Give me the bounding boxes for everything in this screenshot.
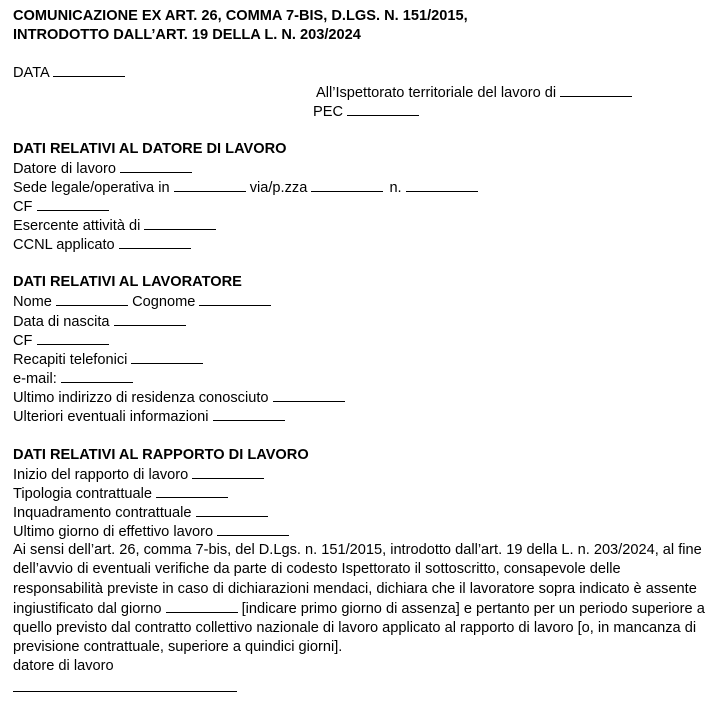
inquadramento-label: Inquadramento contrattuale xyxy=(13,505,192,521)
recapiti-label: Recapiti telefonici xyxy=(13,352,128,368)
field-tipologia xyxy=(13,484,228,504)
ulteriori-label: Ulteriori eventuali informazioni xyxy=(13,409,209,425)
cf-datore-blank[interactable] xyxy=(37,197,109,211)
recipient-ispettorato xyxy=(316,83,632,103)
datore-blank[interactable] xyxy=(120,159,192,173)
field-email xyxy=(13,369,133,389)
date-field xyxy=(13,63,125,83)
ccnl-label: CCNL applicato xyxy=(13,237,115,253)
recapiti-blank[interactable] xyxy=(131,350,203,364)
field-ultimo-giorno xyxy=(13,522,289,542)
via-label: via/p.zza xyxy=(249,180,308,196)
field-nascita xyxy=(13,312,186,332)
via-blank[interactable] xyxy=(311,178,383,192)
recipient-pec xyxy=(313,102,419,122)
nascita-label: Data di nascita xyxy=(13,314,110,330)
email-blank[interactable] xyxy=(61,369,133,383)
document-title-line-2: INTRODOTTO DALL’ART. 19 DELLA L. N. 203/2024 xyxy=(13,27,361,43)
nascita-blank[interactable] xyxy=(114,312,186,326)
datore-label: Datore di lavoro xyxy=(13,161,117,177)
section-title-lavoratore: DATI RELATIVI AL LAVORATORE xyxy=(13,274,242,290)
indirizzo-label: Ultimo indirizzo di residenza conosciuto xyxy=(13,390,269,406)
esercente-label: Esercente attività di xyxy=(13,218,141,234)
pec-label: PEC xyxy=(313,104,344,120)
pec-blank[interactable] xyxy=(347,102,419,116)
ultimo-giorno-blank[interactable] xyxy=(217,522,289,536)
field-ulteriori xyxy=(13,407,285,427)
recipient-label: All’Ispettorato territoriale del lavoro di xyxy=(316,85,557,101)
cf-lavoratore-blank[interactable] xyxy=(37,331,109,345)
tipologia-label: Tipologia contrattuale xyxy=(13,486,152,502)
cf-lavoratore-label: CF xyxy=(13,333,33,349)
sede-blank[interactable] xyxy=(174,178,246,192)
assenza-blank[interactable] xyxy=(166,599,238,613)
inizio-label: Inizio del rapporto di lavoro xyxy=(13,467,189,483)
field-inquadramento xyxy=(13,503,268,523)
field-cf-datore xyxy=(13,197,109,217)
ispettorato-blank[interactable] xyxy=(560,83,632,97)
tipologia-blank[interactable] xyxy=(156,484,228,498)
field-inizio xyxy=(13,465,264,485)
field-esercente xyxy=(13,216,216,236)
ccnl-blank[interactable] xyxy=(119,235,191,249)
declaration-text-2: [indicare primo giorno di assenza] e pertanto per un periodo superiore a quello previsto dal contratto collettivo nazionale di lavoro applicato al rapporto di lavoro [o, in mancanza di previsione contrattuale, superiore a quindici giorni]. xyxy=(13,600,705,656)
indirizzo-blank[interactable] xyxy=(273,388,345,402)
declaration-paragraph xyxy=(13,541,713,658)
signature-label: datore di lavoro xyxy=(13,658,114,674)
field-datore xyxy=(13,159,192,179)
section-title-datore: DATI RELATIVI AL DATORE DI LAVORO xyxy=(13,141,287,157)
ultimo-giorno-label: Ultimo giorno di effettivo lavoro xyxy=(13,524,214,540)
cf-datore-label: CF xyxy=(13,199,33,215)
date-blank[interactable] xyxy=(53,63,125,77)
field-recapiti xyxy=(13,350,203,370)
field-nome-cognome xyxy=(13,292,271,312)
date-label: DATA xyxy=(13,65,49,81)
section-title-rapporto: DATI RELATIVI AL RAPPORTO DI LAVORO xyxy=(13,447,309,463)
field-indirizzo xyxy=(13,388,345,408)
document-title-line-1: COMUNICAZIONE EX ART. 26, COMMA 7-BIS, D.LGS. N. 151/2015, xyxy=(13,8,468,24)
inquadramento-blank[interactable] xyxy=(196,503,268,517)
numero-blank[interactable] xyxy=(406,178,478,192)
signature-line[interactable] xyxy=(13,691,237,692)
nome-blank[interactable] xyxy=(56,292,128,306)
email-label: e-mail: xyxy=(13,371,57,387)
esercente-blank[interactable] xyxy=(144,216,216,230)
cognome-blank[interactable] xyxy=(199,292,271,306)
inizio-blank[interactable] xyxy=(192,465,264,479)
cognome-label: Cognome xyxy=(132,294,196,310)
numero-label: n. xyxy=(389,180,402,196)
field-ccnl xyxy=(13,235,191,255)
sede-label: Sede legale/operativa in xyxy=(13,180,170,196)
nome-label: Nome xyxy=(13,294,52,310)
ulteriori-blank[interactable] xyxy=(213,407,285,421)
declaration-text-1: Ai sensi dell’art. 26, comma 7-bis, del D.Lgs. n. 151/2015, introdotto dall’art. 19 della L. n. 203/2024, al fine dell’avvio di eventuali verifiche da parte di codesto Ispettorato il sottoscritto, consapevole delle responsabilità previste in caso di dichiarazioni mendaci, dichiara che il lavoratore sopra indicato è assente ingiustificato dal giorno xyxy=(13,542,702,617)
field-sede xyxy=(13,178,478,198)
field-cf-lavoratore xyxy=(13,331,109,351)
